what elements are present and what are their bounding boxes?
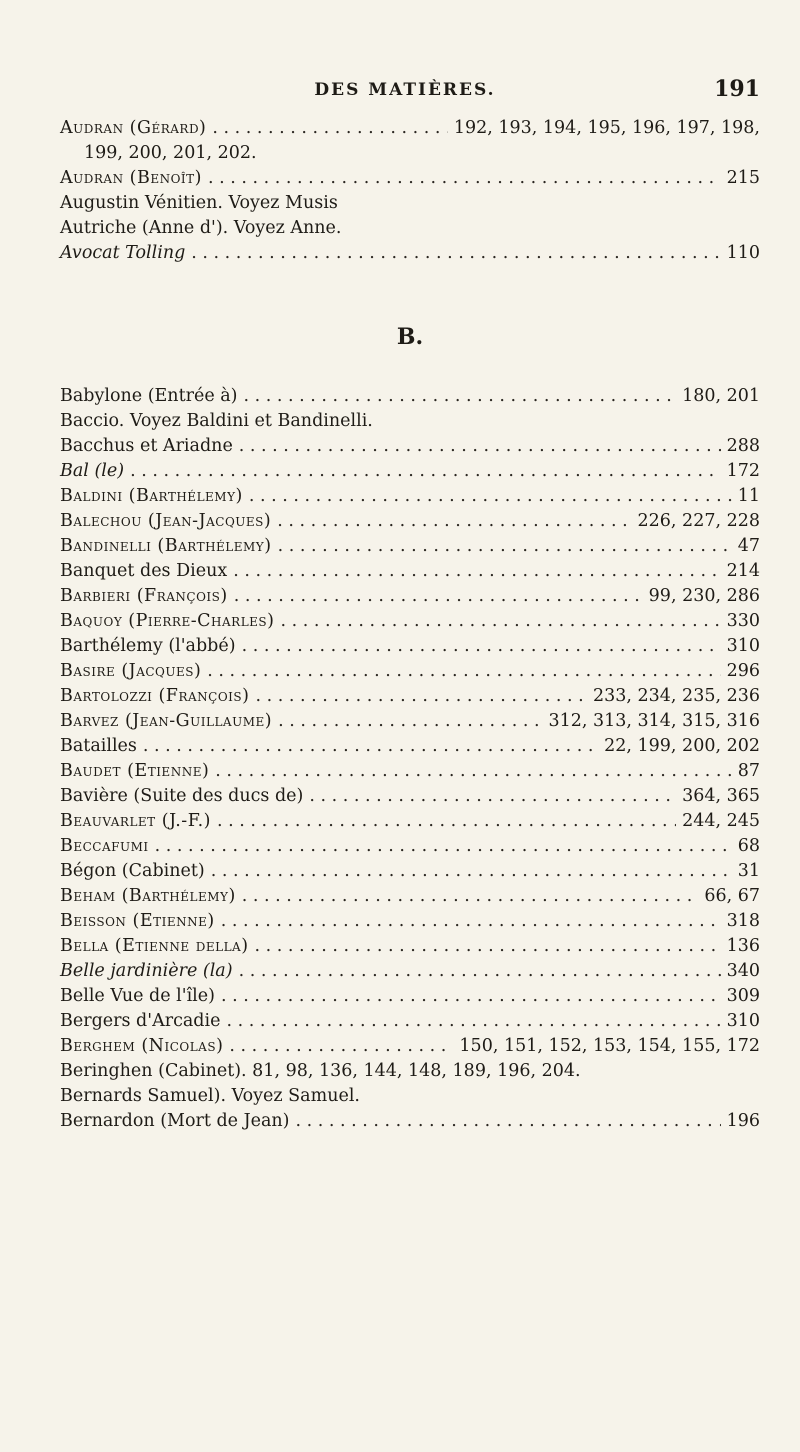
entry-name: Baudet (Etienne)	[60, 761, 210, 781]
leader-dots	[278, 534, 732, 559]
entry-pages: 296	[726, 661, 760, 681]
leader-dots	[217, 809, 676, 834]
entry-pages: 22, 199, 200, 202	[604, 736, 760, 756]
section-letter: B.	[396, 324, 424, 350]
entry-pages: 150, 151, 152, 153, 154, 155, 172	[459, 1036, 760, 1056]
index-entry	[60, 1109, 760, 1134]
leader-dots	[242, 634, 721, 659]
entry-name: Bal (le)	[60, 461, 125, 481]
leader-dots	[155, 834, 732, 859]
entry-name: Barvez (Jean-Guillaume)	[60, 711, 273, 731]
leader-dots	[239, 959, 721, 984]
entry-pages: 309	[726, 986, 760, 1006]
entry-name: Autriche (Anne d'). Voyez Anne.	[60, 218, 342, 238]
entry-pages: 99, 230, 286	[648, 586, 760, 606]
entry-pages: 288	[726, 436, 760, 456]
entry-pages: 226, 227, 228	[637, 511, 760, 531]
entry-pages: 196	[726, 1111, 760, 1131]
leader-dots	[309, 784, 676, 809]
entry-pages: 180, 201	[682, 386, 760, 406]
index-entry	[60, 709, 760, 734]
index-entry	[60, 734, 760, 759]
entry-name: Bella (Etienne della)	[60, 936, 249, 956]
leader-dots	[143, 734, 598, 759]
entry-pages: 136	[726, 936, 760, 956]
index-entry	[60, 434, 760, 459]
entry-name: Bartolozzi (François)	[60, 686, 250, 706]
leader-dots	[233, 559, 720, 584]
entry-name: Bernards Samuel). Voyez Samuel.	[60, 1086, 360, 1106]
leader-dots	[221, 984, 721, 1009]
entry-name: Babylone (Entrée à)	[60, 386, 238, 406]
index-entry	[60, 1059, 760, 1084]
entry-pages: 68	[737, 836, 760, 856]
entry-name: Bégon (Cabinet)	[60, 861, 205, 881]
index-entry	[60, 509, 760, 534]
index-entry	[60, 984, 760, 1009]
entry-name: Basire (Jacques)	[60, 661, 202, 681]
entry-pages: 318	[726, 911, 760, 931]
page-header	[60, 78, 760, 108]
entry-pages: 192, 193, 194, 195, 196, 197, 198,	[453, 118, 760, 138]
entry-name: Beauvarlet (J.-F.)	[60, 811, 212, 831]
index-section-b	[60, 384, 760, 1134]
leader-dots	[207, 659, 720, 684]
entry-name: Berghem (Nicolas)	[60, 1036, 224, 1056]
entry-name: Baccio. Voyez Baldini et Bandinelli.	[60, 411, 373, 431]
leader-dots	[229, 1034, 453, 1059]
entry-pages: 11	[737, 486, 760, 506]
index-entry	[60, 634, 760, 659]
entry-pages: 312, 313, 314, 315, 316	[548, 711, 760, 731]
leader-dots	[212, 116, 447, 141]
leader-dots	[255, 684, 587, 709]
leader-dots	[226, 1009, 720, 1034]
entry-pages: 244, 245	[682, 811, 760, 831]
index-entry	[60, 884, 760, 909]
entry-pages: 172	[726, 461, 760, 481]
leader-dots	[211, 859, 732, 884]
index-entry	[60, 116, 760, 141]
entry-name: Barthélemy (l'abbé)	[60, 636, 236, 656]
leader-dots	[215, 759, 731, 784]
leader-dots	[296, 1109, 721, 1134]
index-entry	[60, 141, 760, 166]
index-entry	[60, 1034, 760, 1059]
index-entry	[60, 1009, 760, 1034]
entry-name: Bernardon (Mort de Jean)	[60, 1111, 290, 1131]
index-entry	[60, 166, 760, 191]
entry-name: Bavière (Suite des ducs de)	[60, 786, 304, 806]
index-entry	[60, 409, 760, 434]
entry-pages: 66, 67	[704, 886, 760, 906]
entry-pages: 47	[737, 536, 760, 556]
index-entry	[60, 609, 760, 634]
entry-pages: 340	[726, 961, 760, 981]
leader-dots	[191, 241, 720, 266]
entry-name: Batailles	[60, 736, 137, 756]
entry-name: Beham (Barthélemy)	[60, 886, 236, 906]
entry-name: 199, 200, 201, 202.	[84, 143, 257, 163]
entry-pages: 233, 234, 235, 236	[593, 686, 760, 706]
entry-name: Beringhen (Cabinet). 81, 98, 136, 144, 148, 189, 196, 204.	[60, 1061, 581, 1081]
leader-dots	[221, 909, 721, 934]
leader-dots	[208, 166, 721, 191]
leader-dots	[255, 934, 721, 959]
index-entry	[60, 534, 760, 559]
index-entry	[60, 484, 760, 509]
entry-pages: 310	[726, 1011, 760, 1031]
entry-pages: 364, 365	[682, 786, 760, 806]
leader-dots	[242, 884, 699, 909]
entry-name: Belle jardinière (la)	[60, 961, 233, 981]
index-entry	[60, 784, 760, 809]
entry-name: Barbieri (François)	[60, 586, 228, 606]
index-entry	[60, 584, 760, 609]
index-entry	[60, 834, 760, 859]
index-entry	[60, 859, 760, 884]
index-section-a	[60, 116, 760, 266]
index-entry	[60, 959, 760, 984]
entry-name: Augustin Vénitien. Voyez Musis	[60, 193, 338, 213]
entry-name: Baquoy (Pierre-Charles)	[60, 611, 275, 631]
entry-pages: 214	[726, 561, 760, 581]
leader-dots	[278, 709, 542, 734]
leader-dots	[244, 384, 677, 409]
index-entry	[60, 909, 760, 934]
entry-pages: 110	[726, 243, 760, 263]
entry-name: Banquet des Dieux	[60, 561, 228, 581]
entry-name: Bergers d'Arcadie	[60, 1011, 221, 1031]
leader-dots	[277, 509, 631, 534]
entry-pages: 330	[726, 611, 760, 631]
index-entry	[60, 659, 760, 684]
index-entry	[60, 191, 760, 216]
leader-dots	[234, 584, 643, 609]
index-entry	[60, 384, 760, 409]
leader-dots	[239, 434, 721, 459]
entry-pages: 310	[726, 636, 760, 656]
entry-name: Baldini (Barthélemy)	[60, 486, 243, 506]
entry-name: Beisson (Etienne)	[60, 911, 215, 931]
entry-name: Avocat Tolling	[60, 243, 186, 263]
leader-dots	[130, 459, 721, 484]
index-entry	[60, 241, 760, 266]
entry-name: Belle Vue de l'île)	[60, 986, 215, 1006]
index-entry	[60, 934, 760, 959]
index-entry	[60, 759, 760, 784]
index-entry	[60, 459, 760, 484]
entry-pages: 215	[726, 168, 760, 188]
entry-name: Balechou (Jean-Jacques)	[60, 511, 272, 531]
running-title: DES MATIÈRES.	[314, 80, 496, 100]
entry-name: Bacchus et Ariadne	[60, 436, 233, 456]
leader-dots	[249, 484, 732, 509]
entry-name: Beccafumi	[60, 836, 149, 856]
entry-pages: 87	[737, 761, 760, 781]
index-entry	[60, 559, 760, 584]
index-entry	[60, 809, 760, 834]
entry-name: Audran (Gérard)	[60, 118, 207, 138]
index-entry	[60, 684, 760, 709]
index-entry	[60, 216, 760, 241]
leader-dots	[280, 609, 720, 634]
page-number: 191	[714, 76, 760, 102]
entry-pages: 31	[737, 861, 760, 881]
entry-name: Bandinelli (Barthélemy)	[60, 536, 272, 556]
entry-name: Audran (Benoît)	[60, 168, 202, 188]
index-entry	[60, 1084, 760, 1109]
